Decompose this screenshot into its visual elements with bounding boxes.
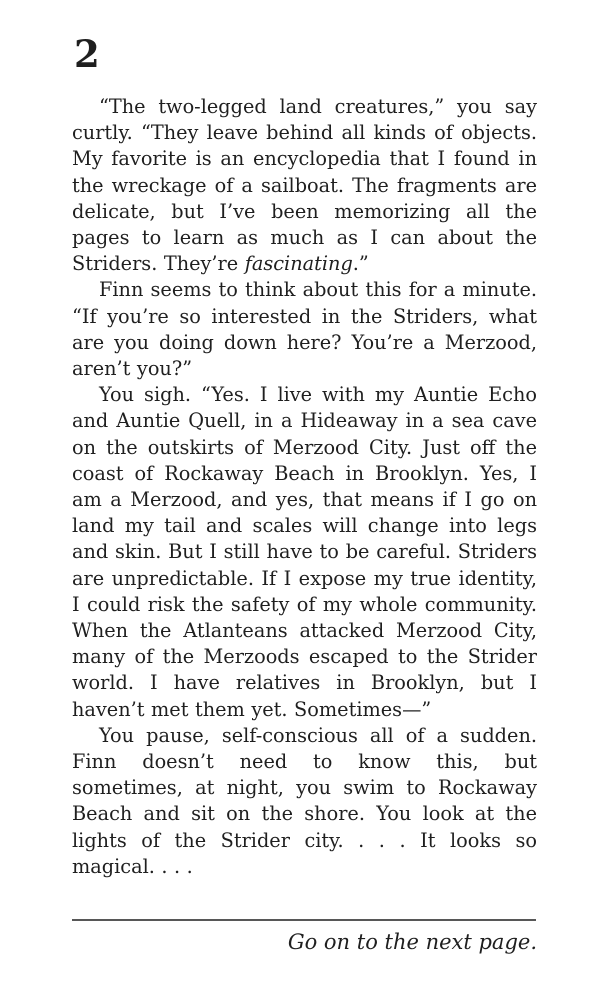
- paragraph: [72, 94, 537, 277]
- footer-divider: [72, 919, 536, 921]
- text-segment: “The two-legged land creatures,” you say curtly. “They leave behind all kinds of objects. My favorite is an encyclopedia that I found in the wreckage of a sailboat. The fragments are delicate, but I’ve been memorizing all the pages to learn as much as I can about the Striders. They’re: [72, 95, 537, 276]
- text-segment: Finn seems to think about this for a minute. “If you’re so interested in the Striders, what are you doing down here? You’re a Merzood, aren’t you?”: [72, 278, 537, 381]
- text-segment: You sigh. “Yes. I live with my Auntie Echo and Auntie Quell, in a Hideaway in a sea cave on the outskirts of Merzood City. Just off the coast of Rockaway Beach in Brooklyn. Yes, I am a Merzood, and yes, that means if I go on land my tail and scales will change into legs and skin. But I still have to be careful. Striders are unpredictable. If I expose my true identity, I could risk the safety of my whole community. When the Atlanteans attacked Merzood City, many of the Merzoods escaped to the Strider world. I have relatives in Brooklyn, but I haven’t met them yet. Sometimes—”: [72, 383, 537, 721]
- text-segment: .”: [352, 252, 369, 276]
- paragraph: [72, 382, 537, 723]
- page-number: 2: [74, 32, 101, 76]
- paragraph: [72, 277, 537, 382]
- text-segment: You pause, self-conscious all of a sudden. Finn doesn’t need to know this, but sometimes, at night, you swim to Rockaway Beach and sit on the shore. You look at the lights of the Strider city. . . . It looks so magical. . . .: [72, 723, 537, 878]
- emphasized-text: fascinating: [244, 252, 353, 276]
- footer-instruction: Go on to the next page.: [287, 930, 537, 954]
- paragraph: [72, 723, 537, 880]
- body-text: [72, 94, 537, 880]
